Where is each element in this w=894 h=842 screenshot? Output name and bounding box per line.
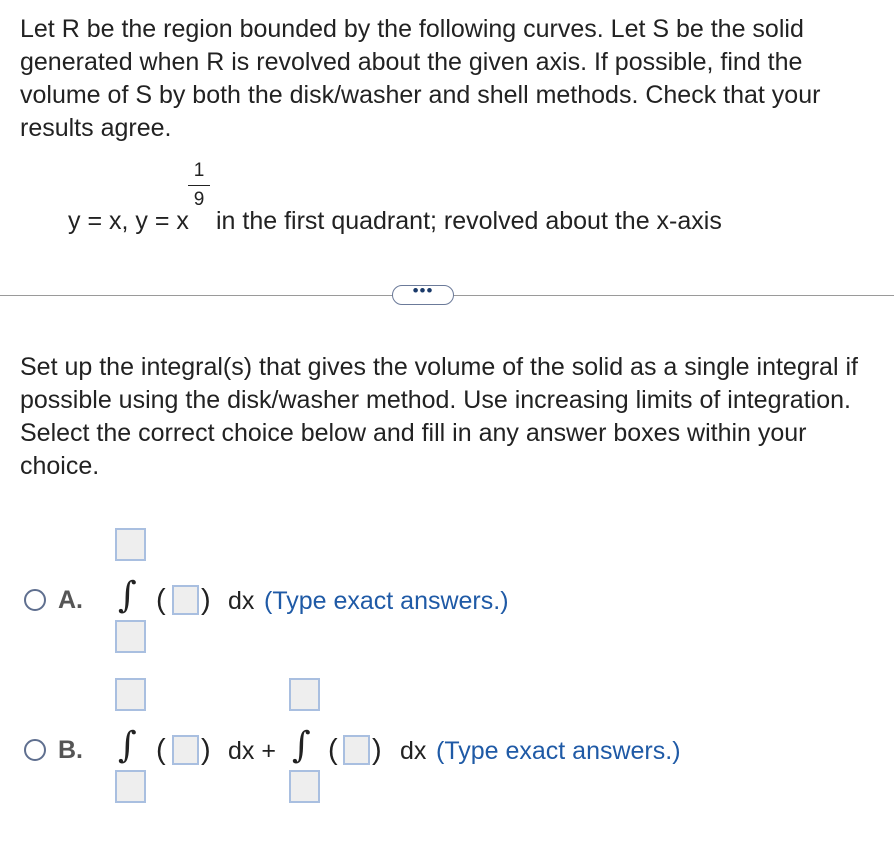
option-b-second-upper-limit-input[interactable] bbox=[289, 678, 320, 711]
option-a-dx: dx bbox=[228, 587, 255, 615]
option-b-second-lower-limit-input[interactable] bbox=[289, 770, 320, 803]
option-b-second-close-paren: ) bbox=[372, 734, 382, 766]
option-b-first-close-paren: ) bbox=[201, 734, 211, 766]
equation-line bbox=[68, 160, 828, 240]
option-b-second-integral-sign: ∫ bbox=[292, 725, 311, 766]
problem-statement: Let R be the region bounded by the following curves. Let S be the solid generated when R is revolved about the given axis. If possible, find the volume of S by both the disk/washer and shell methods. Check that your results agree. bbox=[20, 15, 821, 142]
option-a-integrand-input[interactable] bbox=[172, 585, 199, 615]
option-b-first-integral-sign: ∫ bbox=[118, 725, 137, 766]
option-a-open-paren: ( bbox=[156, 584, 166, 616]
more-options-button[interactable]: ••• bbox=[392, 285, 454, 305]
instructions-text: Set up the integral(s) that gives the volume of the solid as a single integral if possible using the disk/washer method. Use increasing limits of integration. Select the correct choice below and fill in any answer boxes within your choice. bbox=[20, 353, 858, 480]
exponent-denominator: 9 bbox=[193, 189, 205, 210]
option-a-radio[interactable] bbox=[24, 589, 46, 611]
option-b-dx-plus: dx + bbox=[228, 737, 276, 765]
equation-lhs: y = x, y = x bbox=[68, 207, 189, 235]
option-b-first-upper-limit-input[interactable] bbox=[115, 678, 146, 711]
equation-rhs: in the first quadrant; revolved about the x-axis bbox=[216, 207, 722, 235]
option-a-integral-sign: ∫ bbox=[118, 575, 137, 616]
option-a-label[interactable]: A. bbox=[58, 586, 83, 614]
option-a-hint: (Type exact answers.) bbox=[264, 587, 509, 615]
option-b-first-integrand-input[interactable] bbox=[172, 735, 199, 765]
option-a-close-paren: ) bbox=[201, 584, 211, 616]
option-a-upper-limit-input[interactable] bbox=[115, 528, 146, 561]
exponent-numerator: 1 bbox=[193, 160, 205, 181]
option-b-first-open-paren: ( bbox=[156, 734, 166, 766]
option-b-label[interactable]: B. bbox=[58, 736, 83, 764]
exponent-fraction bbox=[185, 160, 213, 211]
option-b-second-integrand-input[interactable] bbox=[343, 735, 370, 765]
option-b-second-open-paren: ( bbox=[328, 734, 338, 766]
option-b-first-lower-limit-input[interactable] bbox=[115, 770, 146, 803]
option-b-hint: (Type exact answers.) bbox=[436, 737, 681, 765]
option-a-lower-limit-input[interactable] bbox=[115, 620, 146, 653]
option-b-radio[interactable] bbox=[24, 739, 46, 761]
option-b-dx: dx bbox=[400, 737, 427, 765]
fraction-bar bbox=[188, 185, 210, 186]
